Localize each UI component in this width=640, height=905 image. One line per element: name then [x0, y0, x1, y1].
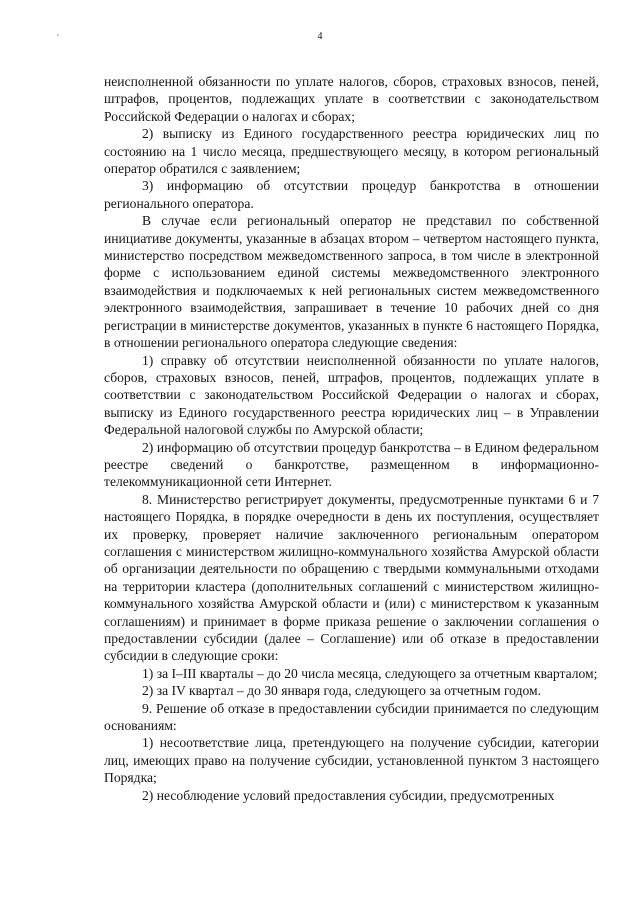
paragraph-clause-9: 9. Решение об отказе в предоставлении субсидии принимается по следующим основаниям: — [104, 700, 599, 734]
paragraph-request-item-1: 1) справку об отсутствии неисполненной обязанности по уплате налогов, сборов, страховых взносов, пеней, штрафов, процентов, подлежащих уплате в соответствии с законодательством Российской Федерации о налогах и сборах, выписку из Единого государственного реестра юридических лиц – в Управлении Федеральной налоговой службы по Амурской области; — [104, 352, 599, 438]
paragraph-item-3-bankruptcy-info: 3) информацию об отсутствии процедур банкротства в отношении регионального оператора. — [104, 178, 599, 211]
document-body — [104, 73, 599, 804]
paragraph-refusal-ground-2: 2) несоблюдение условий предоставления субсидии, предусмотренных — [142, 787, 555, 803]
paragraph-interagency-request: В случае если региональный оператор не представил по собственной инициативе документы, указанные в абзацах втором – четвертом настоящего пункта, министерство посредством межведомственного запроса, в том числе в электронной форме с использованием единой системы межведомственного электронного взаимодействия и подключаемых к ней региональных систем межведомственного электронного взаимодействия, запрашивает в течение 10 рабочих дней со дня регистрации в министерстве документов, указанных в пункте 6 настоящего Порядка, в отношении регионального оператора следующие сведения: — [104, 213, 599, 351]
paragraph-refusal-ground-1: 1) несоответствие лица, претендующего на получение субсидии, категории лиц, имеющих право на получение субсидии, установленной пунктом 3 настоящего Порядка; — [104, 735, 599, 786]
paragraph-tax-obligation-continuation: неисполненной обязанности по уплате налогов, сборов, страховых взносов, пеней, штрафов, процентов, подлежащих уплате в соответствии с законодательством Российской Федерации о налогах и сборах; — [104, 74, 599, 124]
paragraph-clause-8: 8. Министерство регистрирует документы, предусмотренные пунктами 6 и 7 настоящего Порядка, в порядке очередности в день их поступления, осуществляет их проверку, проверяет наличие заключенного региональным оператором соглашения с министерством жилищно-коммунального хозяйства Амурской области об организации деятельности по обращению с твердыми коммунальными отходами на территории кластера (дополнительных соглашений с министерством жилищно-коммунального хозяйства Амурской области и (или) с министерством к указанным соглашениям) и принимает в форме приказа решение о заключении соглашения о предоставлении субсидии (далее – Соглашение) или об отказе в предоставлении субсидии в следующие сроки: — [104, 491, 599, 664]
page-number: 4 — [317, 31, 323, 42]
paragraph-request-item-2: 2) информацию об отсутствии процедур банкротства – в Едином федеральном реестре сведений о банкротстве, размещенном в информационно-телекоммуникационной сети Интернет. — [104, 439, 599, 490]
paragraph-item-2-egrul-extract: 2) выписку из Единого государственного реестра юридических лиц по состоянию на 1 число месяца, предшествующего месяцу, в котором региональный оператор обратился с заявлением; — [104, 126, 599, 177]
paragraph-deadline-q1-q3: 1) за I–III кварталы – до 20 числа месяца, следующего за отчетным кварталом; — [142, 665, 598, 681]
paragraph-deadline-q4: 2) за IV квартал – до 30 января года, следующего за отчетным годом. — [142, 683, 542, 699]
